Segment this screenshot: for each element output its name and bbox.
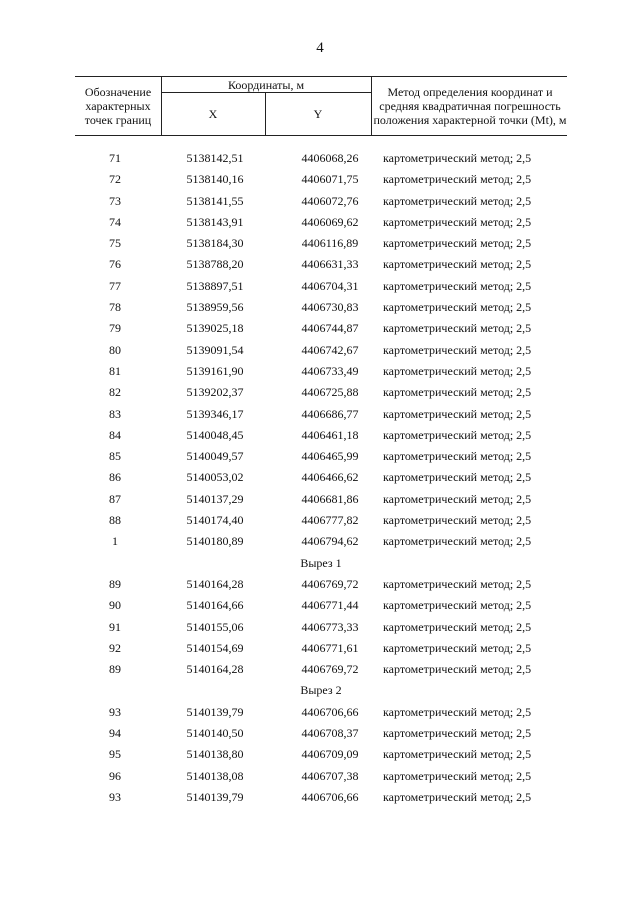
coord-y: 4406771,61: [301, 640, 359, 655]
table-row: [75, 659, 567, 680]
point-number: 89: [109, 576, 121, 591]
coord-y: 4406709,09: [301, 747, 359, 762]
point-number: 91: [109, 619, 121, 634]
coord-y: 4406708,37: [301, 726, 359, 741]
coord-y: 4406744,87: [301, 321, 359, 336]
point-number: 80: [109, 342, 121, 357]
coord-y: 4406707,38: [301, 768, 359, 783]
table-row: [75, 254, 567, 275]
section-label: Вырез 2: [300, 683, 342, 698]
point-number: 85: [109, 449, 121, 464]
coord-x: 5138140,16: [186, 172, 244, 187]
method-cell: картометрический метод; 2,5: [383, 449, 532, 464]
coord-y: 4406777,82: [301, 513, 359, 528]
table-row: [75, 638, 567, 659]
table-row: [75, 233, 567, 254]
method-cell: картометрический метод; 2,5: [383, 406, 532, 421]
table-row: [75, 404, 567, 425]
method-cell: картометрический метод; 2,5: [383, 662, 532, 677]
method-cell: картометрический метод; 2,5: [383, 513, 532, 528]
coord-y: 4406730,83: [301, 300, 359, 315]
table-row: [75, 723, 567, 744]
coord-y: 4406631,33: [301, 257, 359, 272]
method-cell: картометрический метод; 2,5: [383, 236, 532, 251]
table-row: [75, 702, 567, 723]
table-row: [75, 531, 567, 552]
coord-y: 4406742,67: [301, 342, 359, 357]
method-cell: картометрический метод; 2,5: [383, 704, 532, 719]
coord-y: 4406769,72: [301, 576, 359, 591]
coord-x: 5139346,17: [186, 406, 244, 421]
coord-y: 4406466,62: [301, 470, 359, 485]
coord-x: 5139025,18: [186, 321, 244, 336]
coord-x: 5138141,55: [186, 193, 244, 208]
coord-y: 4406071,75: [301, 172, 359, 187]
method-cell: картометрический метод; 2,5: [383, 726, 532, 741]
table-header: [75, 76, 567, 136]
coord-x: 5139202,37: [186, 385, 244, 400]
table-row: [75, 467, 567, 488]
coord-x: 5140053,02: [186, 470, 244, 485]
coord-x: 5140164,28: [186, 576, 244, 591]
point-number: 79: [109, 321, 121, 336]
coord-x: 5138142,51: [186, 151, 244, 165]
section-heading: [75, 680, 567, 701]
point-number: 90: [109, 598, 121, 613]
coord-x: 5140155,06: [186, 619, 244, 634]
method-cell: картометрический метод; 2,5: [383, 427, 532, 442]
header-bottom-rule: [75, 135, 567, 136]
point-number: 93: [109, 704, 121, 719]
method-cell: картометрический метод; 2,5: [383, 321, 532, 336]
coord-x: 5140139,79: [186, 789, 244, 804]
table-row: [75, 766, 567, 787]
section-label: Вырез 1: [300, 555, 342, 570]
point-number: 78: [109, 300, 121, 315]
coord-x: 5140138,08: [186, 768, 244, 783]
coord-y: 4406704,31: [301, 278, 359, 293]
coord-x: 5140049,57: [186, 449, 244, 464]
method-cell: картометрический метод; 2,5: [383, 491, 532, 506]
point-number: 72: [109, 172, 121, 187]
point-number: 81: [109, 363, 121, 378]
method-cell: картометрический метод; 2,5: [383, 172, 532, 187]
table-row: [75, 595, 567, 616]
coord-y: 4406465,99: [301, 449, 359, 464]
table-row: [75, 340, 567, 361]
method-cell: картометрический метод; 2,5: [383, 278, 532, 293]
coord-y: 4406686,77: [301, 406, 359, 421]
header-divider: [371, 76, 372, 136]
header-point-designation: Обозначение характерных точек границ: [84, 85, 152, 127]
method-cell: картометрический метод; 2,5: [383, 747, 532, 762]
table-row: [75, 617, 567, 638]
table-row: [75, 425, 567, 446]
coord-y: 4406773,33: [301, 619, 359, 634]
method-cell: картометрический метод; 2,5: [383, 534, 532, 549]
table-row: [75, 276, 567, 297]
method-cell: картометрический метод; 2,5: [383, 151, 532, 165]
coord-y: 4406706,66: [301, 789, 359, 804]
coord-y: 4406681,86: [301, 491, 359, 506]
table-row: [75, 382, 567, 403]
method-cell: картометрический метод; 2,5: [383, 385, 532, 400]
coord-x: 5140140,50: [186, 726, 244, 741]
method-cell: картометрический метод; 2,5: [383, 342, 532, 357]
header-y: Y: [313, 107, 323, 121]
coord-x: 5140174,40: [186, 513, 244, 528]
method-cell: картометрический метод; 2,5: [383, 619, 532, 634]
coord-y: 4406116,89: [301, 236, 359, 251]
coord-x: 5140048,45: [186, 427, 244, 442]
method-cell: картометрический метод; 2,5: [383, 470, 532, 485]
point-number: 86: [109, 470, 121, 485]
point-number: 88: [109, 513, 121, 528]
point-number: 92: [109, 640, 121, 655]
coord-x: 5138959,56: [186, 300, 244, 315]
point-number: 75: [109, 236, 121, 251]
method-cell: картометрический метод; 2,5: [383, 768, 532, 783]
table-row: [75, 574, 567, 595]
coord-y: 4406068,26: [301, 151, 359, 165]
table-row: [75, 169, 567, 190]
point-number: 76: [109, 257, 121, 272]
point-number: 96: [109, 768, 121, 783]
method-cell: картометрический метод; 2,5: [383, 214, 532, 229]
table-row: [75, 297, 567, 318]
point-number: 74: [109, 214, 121, 229]
table-row: [75, 446, 567, 467]
point-number: 94: [109, 726, 121, 741]
table-row: [75, 489, 567, 510]
coord-x: 5138143,91: [186, 214, 244, 229]
coord-x: 5139091,54: [186, 342, 244, 357]
point-number: 84: [109, 427, 121, 442]
point-number: 89: [109, 662, 121, 677]
method-cell: картометрический метод; 2,5: [383, 257, 532, 272]
coord-y: 4406771,44: [301, 598, 359, 613]
coord-y: 4406461,18: [301, 427, 359, 442]
point-number: 71: [109, 151, 121, 165]
coord-x: 5140154,69: [186, 640, 244, 655]
coord-y: 4406733,49: [301, 363, 359, 378]
coord-x: 5140137,29: [186, 491, 244, 506]
point-number: 95: [109, 747, 121, 762]
coord-y: 4406794,62: [301, 534, 359, 549]
coord-x: 5140138,80: [186, 747, 244, 762]
coord-x: 5140180,89: [186, 534, 244, 549]
coord-x: 5138897,51: [186, 278, 244, 293]
table-row: [75, 148, 567, 169]
section-heading: [75, 553, 567, 574]
method-cell: картометрический метод; 2,5: [383, 789, 532, 804]
table-row: [75, 318, 567, 339]
method-cell: картометрический метод; 2,5: [383, 300, 532, 315]
table-row: [75, 212, 567, 233]
method-cell: картометрический метод; 2,5: [383, 640, 532, 655]
method-cell: картометрический метод; 2,5: [383, 193, 532, 208]
method-cell: картометрический метод; 2,5: [383, 576, 532, 591]
table-body: [75, 148, 567, 808]
table-row: [75, 744, 567, 765]
coord-y: 4406725,88: [301, 385, 359, 400]
header-coordinates: Координаты, м: [227, 77, 305, 92]
point-number: 1: [112, 534, 118, 549]
point-number: 87: [109, 491, 121, 506]
point-number: 73: [109, 193, 121, 208]
table-row: [75, 361, 567, 382]
coord-x: 5139161,90: [186, 363, 244, 378]
method-cell: картометрический метод; 2,5: [383, 598, 532, 613]
coord-y: 4406706,66: [301, 704, 359, 719]
header-method: Метод определения координат и средняя квадратичная погрешность положения характерной точки (Mt), м: [373, 85, 567, 127]
coord-y: 4406069,62: [301, 214, 359, 229]
point-number: 83: [109, 406, 121, 421]
method-cell: картометрический метод; 2,5: [383, 363, 532, 378]
page-number: 4: [316, 40, 324, 56]
point-number: 82: [109, 385, 121, 400]
header-x: X: [208, 107, 218, 121]
coord-y: 4406769,72: [301, 662, 359, 677]
point-number: 93: [109, 789, 121, 804]
coord-y: 4406072,76: [301, 193, 359, 208]
coord-x: 5138184,30: [186, 236, 244, 251]
coord-x: 5140164,66: [186, 598, 244, 613]
table-row: [75, 510, 567, 531]
coord-x: 5138788,20: [186, 257, 244, 272]
point-number: 77: [109, 278, 121, 293]
coord-x: 5140164,28: [186, 662, 244, 677]
table-row: [75, 787, 567, 808]
coord-x: 5140139,79: [186, 704, 244, 719]
table-row: [75, 191, 567, 212]
